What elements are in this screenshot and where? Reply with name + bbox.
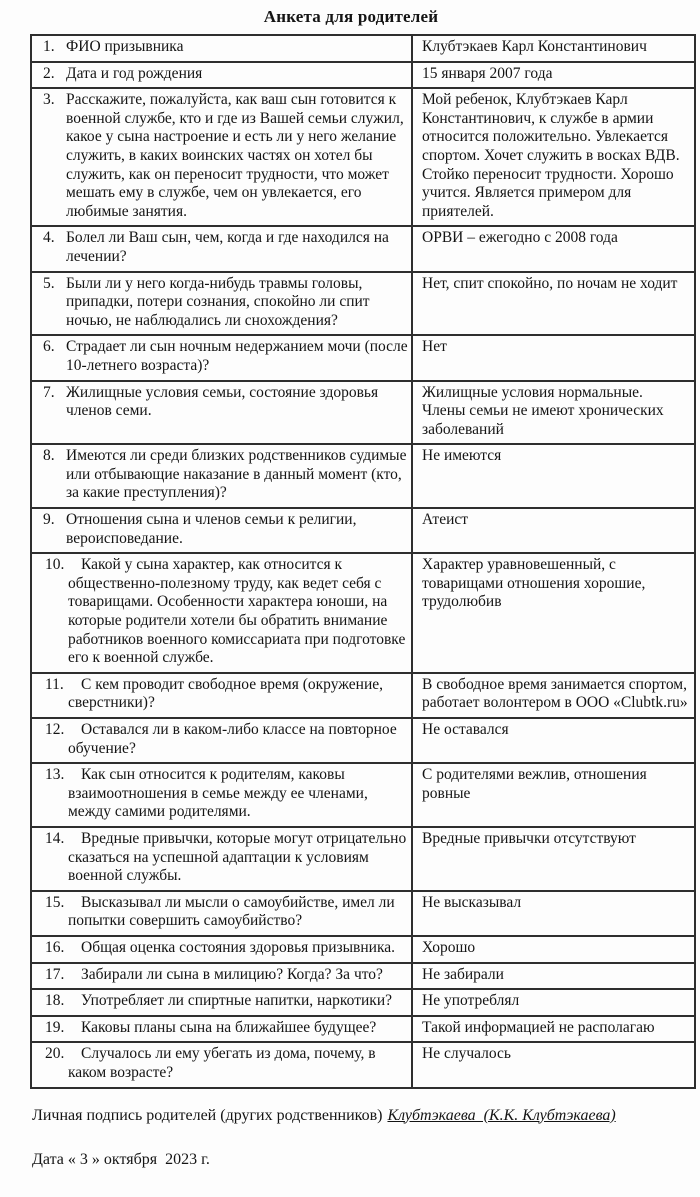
- table-row: [31, 718, 695, 763]
- question-number: 11.: [45, 675, 64, 693]
- question-text: Были ли у него когда-нибудь травмы головы, припадки, потери сознания, спокойно ли спит ночью, не наблюдались ли снохождения?: [66, 274, 370, 329]
- question-text: Общая оценка состояния здоровья призывника.: [81, 938, 396, 956]
- answer-cell: [412, 827, 695, 891]
- question-text: Забирали ли сына в милицию? Когда? За что?: [81, 965, 383, 983]
- question-cell: [31, 35, 412, 62]
- answer-cell: [412, 226, 695, 271]
- question-cell: [31, 827, 412, 891]
- table-row: [31, 763, 695, 827]
- question-cell: [31, 381, 412, 445]
- answer-text: Нет: [422, 338, 447, 356]
- answer-cell: [412, 272, 695, 336]
- question-cell: [31, 718, 412, 763]
- question-text: Расскажите, пожалуйста, как ваш сын готовится к военной службе, кто и где из Вашей семьи служил, какое у сына настроение и есть ли у него желание служить, в каких воинских частях он хотел бы служить, как он переносит трудности, что может мешать ему в службе, чем он увлекается, его любимые занятия.: [66, 91, 404, 220]
- question-cell: [31, 62, 412, 89]
- question-cell: [31, 989, 412, 1016]
- answer-cell: [412, 763, 695, 827]
- answer-text: Не забирали: [422, 965, 504, 983]
- questionnaire-table: [30, 34, 696, 1089]
- answer-text: Такой информацией не располагаю: [422, 1018, 655, 1036]
- answer-text: Не высказывал: [422, 893, 522, 911]
- question-number: 5.: [43, 274, 55, 292]
- answer-text: 15 января 2007 года: [422, 64, 553, 82]
- answer-text: Не имеются: [422, 447, 502, 465]
- answer-text: Нет, спит спокойно, по ночам не ходит: [422, 274, 678, 292]
- answer-text: Вредные привычки отсутствуют: [422, 829, 636, 847]
- question-cell: [31, 272, 412, 336]
- question-cell: [31, 444, 412, 508]
- answer-text: Не оставался: [422, 721, 509, 738]
- table-row: [31, 272, 695, 336]
- questionnaire-rows: [31, 35, 695, 1088]
- answer-cell: [412, 335, 695, 380]
- question-text: Оставался ли в каком-либо классе на повторное обучение?: [68, 721, 397, 757]
- question-number: 15.: [45, 893, 65, 911]
- table-row: [31, 989, 695, 1016]
- answer-text: Клубтэкаев Карл Константинович: [422, 38, 647, 55]
- table-row: [31, 508, 695, 553]
- question-cell: [31, 1016, 412, 1043]
- question-number: 20.: [45, 1045, 65, 1063]
- question-cell: [31, 508, 412, 553]
- table-row: [31, 1016, 695, 1043]
- answer-cell: [412, 62, 695, 89]
- question-number: 13.: [45, 766, 65, 784]
- question-text: Высказывал ли мысли о самоубийстве, имел ли попытки совершить самоубийство?: [68, 893, 395, 930]
- signature-label: Личная подпись родителей (других родственников): [32, 1106, 383, 1124]
- signature-line: [32, 1106, 672, 1126]
- answer-text: С родителями вежлив, отношения ровные: [422, 766, 647, 802]
- answer-cell: [412, 1016, 695, 1043]
- answer-text: В свободное время занимается спортом, работает волонтером в ООО «Clubtk.ru»: [422, 675, 688, 712]
- answer-cell: [412, 88, 695, 226]
- answer-text: ОРВИ – ежегодно с 2008 года: [422, 229, 618, 247]
- question-text: Болел ли Ваш сын, чем, когда и где находился на лечении?: [66, 229, 389, 265]
- answer-text: Характер уравновешенный, с товарищами отношения хорошие, трудолюбив: [422, 556, 646, 611]
- question-text: Вредные привычки, которые могут отрицательно сказаться на успешной адаптации к условиям военной службы.: [68, 829, 407, 885]
- table-row: [31, 226, 695, 271]
- question-number: 19.: [45, 1018, 65, 1036]
- table-row: [31, 936, 695, 963]
- table-row: [31, 35, 695, 62]
- answer-cell: [412, 35, 695, 62]
- question-cell: [31, 763, 412, 827]
- question-number: 14.: [45, 829, 65, 847]
- answer-cell: [412, 381, 695, 445]
- question-text: Каковы планы сына на ближайшее будущее?: [81, 1018, 377, 1036]
- date-line: Дата « 3 » октября 2023 г.: [32, 1150, 210, 1168]
- table-row: [31, 88, 695, 226]
- table-row: [31, 553, 695, 673]
- question-text: Как сын относится к родителям, каковы взаимоотношения в семье между ее членами, между самими родителями.: [68, 766, 368, 821]
- question-cell: [31, 553, 412, 673]
- question-text: Дата и год рождения: [66, 64, 203, 82]
- question-text: С кем проводит свободное время (окружение, сверстники)?: [68, 675, 383, 712]
- page-title: Анкета для родителей: [263, 7, 439, 26]
- answer-text: Атеист: [422, 511, 469, 529]
- table-row: [31, 335, 695, 380]
- answer-cell: [412, 673, 695, 718]
- question-cell: [31, 1042, 412, 1087]
- question-text: Какой у сына характер, как относится к общественно-полезному труду, как ведет себя с товарищами. Особенности характера юноши, на которые родители хотели бы обратить внимание работников военного комиссариата при подготовке его к военной службе.: [68, 556, 406, 667]
- question-text: Страдает ли сын ночным недержанием мочи (после 10-летнего возраста)?: [66, 338, 408, 374]
- question-text: Имеются ли среди близких родственников судимые или отбывающие наказание в данный момент (кто, за какие преступления)?: [66, 447, 407, 502]
- question-number: 10.: [45, 556, 65, 574]
- table-row: [31, 827, 695, 891]
- signature-value: Клубтэкаева (К.К. Клубтэкаева): [387, 1106, 616, 1124]
- question-number: 12.: [45, 721, 65, 738]
- question-cell: [31, 88, 412, 226]
- answer-cell: [412, 444, 695, 508]
- question-cell: [31, 891, 412, 936]
- question-text: Жилищные условия семьи, состояние здоровья членов семи.: [66, 383, 379, 420]
- answer-text: Хорошо: [422, 938, 476, 956]
- table-row: [31, 891, 695, 936]
- answer-text: Мой ребенок, Клубтэкаев Карл Константинович, к службе в армии относится положительно. Увлекается спортом. Хочет служить в восках ВДВ. Стойко переносит трудности. Хорошо учится. Является примером для приятелей.: [422, 91, 680, 220]
- table-row: [31, 673, 695, 718]
- table-row: [31, 381, 695, 445]
- table-row: [31, 1042, 695, 1087]
- question-text: Употребляет ли спиртные напитки, наркотики?: [81, 992, 392, 1010]
- answer-cell: [412, 989, 695, 1016]
- table-row: [31, 62, 695, 89]
- table-row: [31, 444, 695, 508]
- answer-cell: [412, 553, 695, 673]
- question-cell: [31, 335, 412, 380]
- question-number: 9.: [43, 511, 55, 529]
- question-text: Отношения сына и членов семьи к религии, вероисповедание.: [66, 511, 357, 547]
- question-text: ФИО призывника: [66, 38, 184, 55]
- question-number: 16.: [45, 938, 65, 956]
- question-text: Случалось ли ему убегать из дома, почему, в каком возрасте?: [68, 1045, 376, 1081]
- answer-cell: [412, 1042, 695, 1087]
- question-number: 8.: [43, 447, 55, 465]
- question-number: 18.: [45, 992, 65, 1010]
- table-row: [31, 963, 695, 990]
- question-number: 1.: [43, 38, 55, 55]
- question-number: 7.: [43, 383, 55, 401]
- question-cell: [31, 936, 412, 963]
- answer-cell: [412, 891, 695, 936]
- answer-text: Не случалось: [422, 1045, 511, 1063]
- question-number: 6.: [43, 338, 55, 356]
- question-number: 3.: [43, 91, 55, 109]
- question-cell: [31, 673, 412, 718]
- answer-cell: [412, 508, 695, 553]
- answer-text: Жилищные условия нормальные. Члены семьи не имеют хронических заболеваний: [422, 383, 664, 438]
- answer-cell: [412, 718, 695, 763]
- answer-cell: [412, 963, 695, 990]
- question-number: 4.: [43, 229, 55, 247]
- question-number: 2.: [43, 64, 55, 82]
- question-cell: [31, 226, 412, 271]
- question-number: 17.: [45, 965, 65, 983]
- answer-cell: [412, 936, 695, 963]
- question-cell: [31, 963, 412, 990]
- footer: [30, 1106, 672, 1170]
- answer-text: Не употреблял: [422, 992, 520, 1010]
